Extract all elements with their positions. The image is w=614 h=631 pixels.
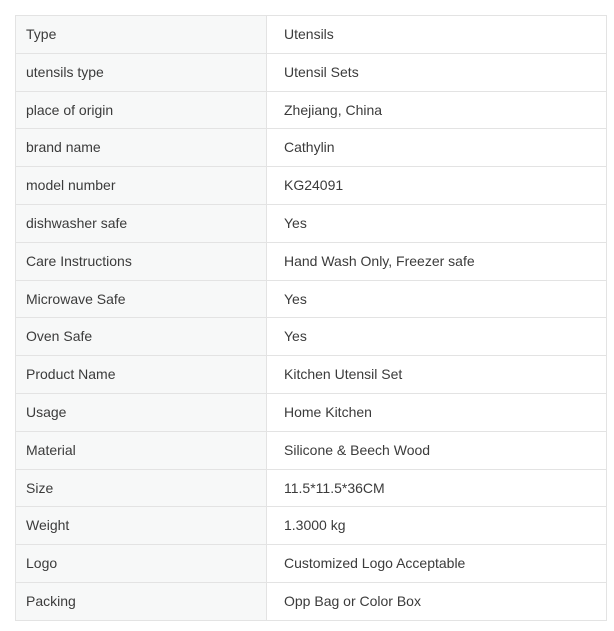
table-row	[16, 129, 607, 167]
spec-value: Hand Wash Only, Freezer safe	[267, 242, 607, 280]
table-row	[16, 582, 607, 620]
spec-value: Opp Bag or Color Box	[267, 582, 607, 620]
table-row	[16, 393, 607, 431]
table-row	[16, 167, 607, 205]
spec-value: Yes	[267, 318, 607, 356]
spec-label: Oven Safe	[16, 318, 267, 356]
spec-value: KG24091	[267, 167, 607, 205]
spec-label: utensils type	[16, 53, 267, 91]
spec-value: Home Kitchen	[267, 393, 607, 431]
table-row	[16, 545, 607, 583]
spec-label: Type	[16, 16, 267, 54]
spec-value: Utensils	[267, 16, 607, 54]
spec-value: Yes	[267, 280, 607, 318]
table-row	[16, 242, 607, 280]
spec-value: Silicone & Beech Wood	[267, 431, 607, 469]
table-row	[16, 356, 607, 394]
spec-value: 1.3000 kg	[267, 507, 607, 545]
table-row	[16, 53, 607, 91]
spec-label: Care Instructions	[16, 242, 267, 280]
spec-value: 11.5*11.5*36CM	[267, 469, 607, 507]
spec-value: Utensil Sets	[267, 53, 607, 91]
spec-value: Kitchen Utensil Set	[267, 356, 607, 394]
table-row	[16, 91, 607, 129]
spec-label: Product Name	[16, 356, 267, 394]
spec-value: Zhejiang, China	[267, 91, 607, 129]
spec-label: Material	[16, 431, 267, 469]
table-row	[16, 318, 607, 356]
spec-value: Customized Logo Acceptable	[267, 545, 607, 583]
table-row	[16, 507, 607, 545]
spec-label: Size	[16, 469, 267, 507]
table-row	[16, 204, 607, 242]
spec-label: brand name	[16, 129, 267, 167]
spec-label: model number	[16, 167, 267, 205]
spec-value: Yes	[267, 204, 607, 242]
spec-table-body	[16, 16, 607, 621]
spec-label: dishwasher safe	[16, 204, 267, 242]
table-row	[16, 469, 607, 507]
spec-label: Logo	[16, 545, 267, 583]
spec-label: Weight	[16, 507, 267, 545]
table-row	[16, 431, 607, 469]
product-spec-table	[15, 15, 607, 621]
spec-label: Microwave Safe	[16, 280, 267, 318]
spec-label: place of origin	[16, 91, 267, 129]
spec-value: Cathylin	[267, 129, 607, 167]
spec-label: Packing	[16, 582, 267, 620]
spec-label: Usage	[16, 393, 267, 431]
table-row	[16, 16, 607, 54]
table-row	[16, 280, 607, 318]
